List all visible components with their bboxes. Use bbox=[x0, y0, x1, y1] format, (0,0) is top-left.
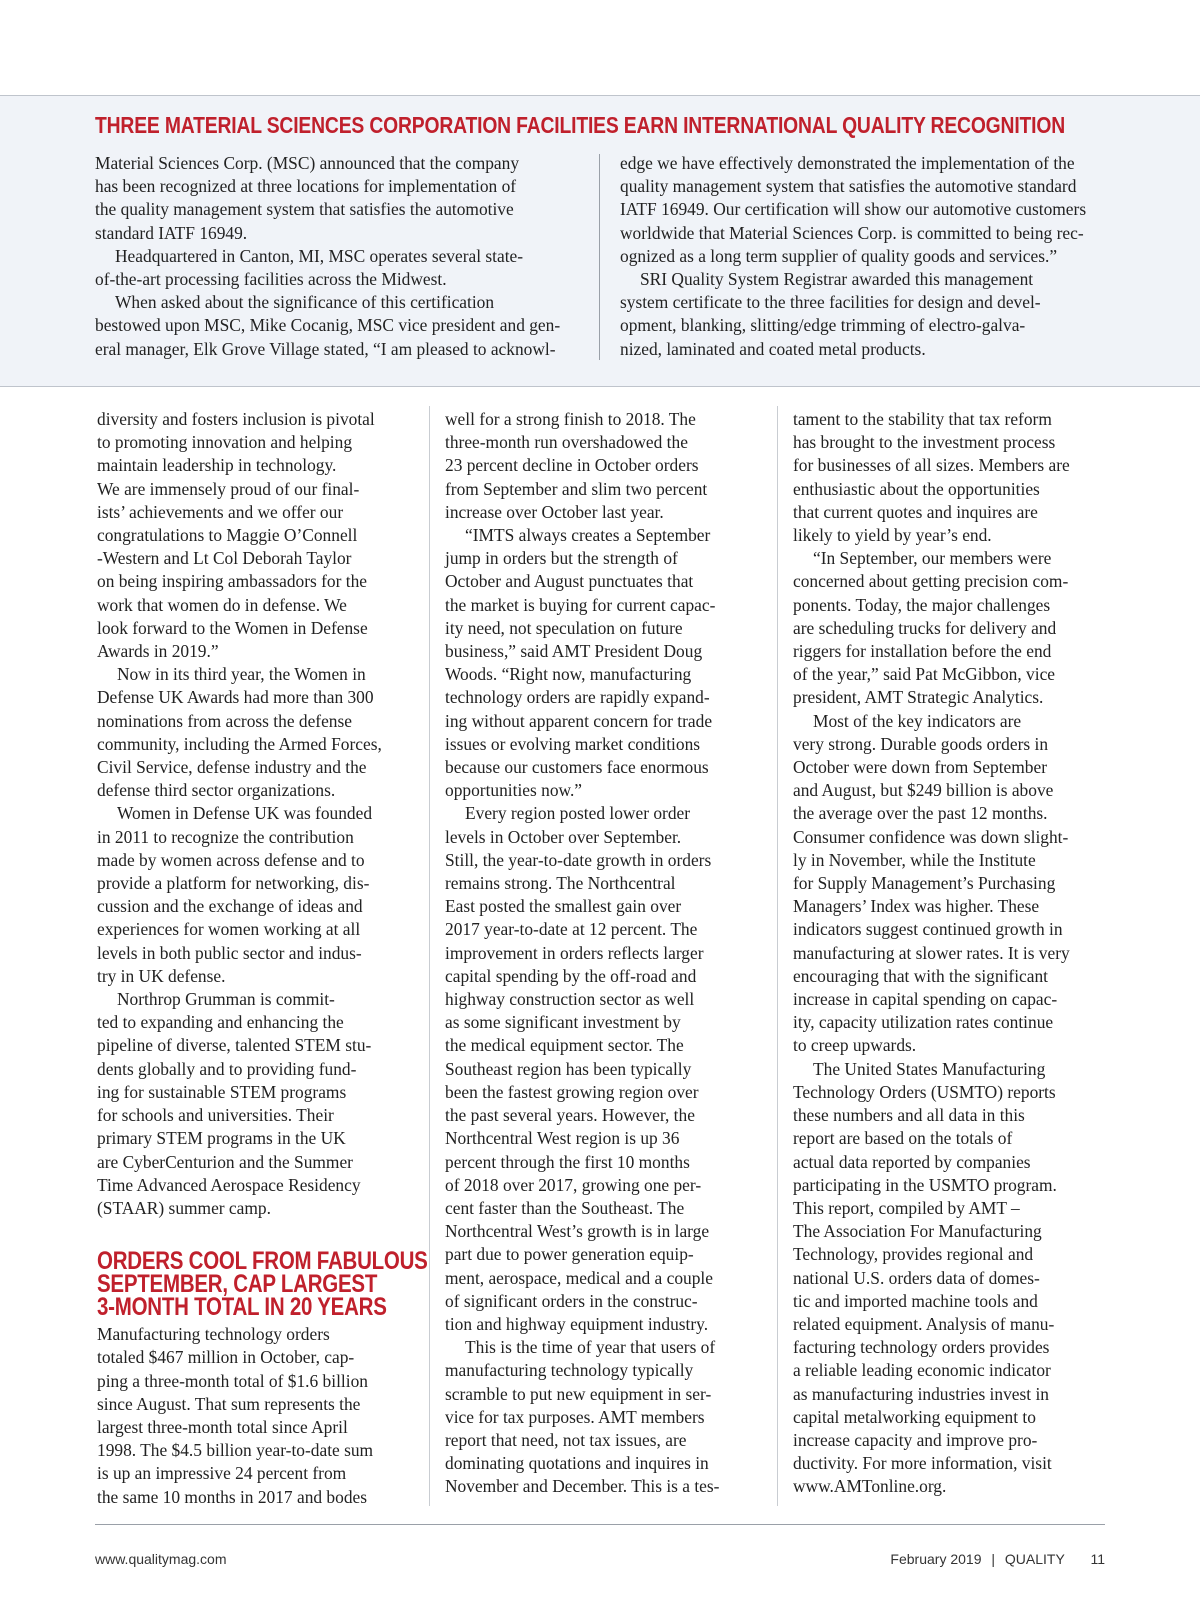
text-line: levels in both public sector and indus- bbox=[97, 942, 362, 963]
text-line: vice for tax purposes. AMT members bbox=[445, 1406, 705, 1427]
text-line: (STAAR) summer camp. bbox=[97, 1197, 271, 1218]
text-line: enthusiastic about the opportunities bbox=[793, 478, 1040, 499]
text-line: When asked about the significance of this certification bbox=[115, 292, 495, 313]
text-line: Manufacturing technology orders bbox=[97, 1324, 330, 1345]
text-line: bestowed upon MSC, Mike Cocanig, MSC vice president and gen- bbox=[95, 315, 561, 336]
text-line: Now in its third year, the Women in bbox=[117, 664, 366, 685]
text-line: quality management system that satisfies the automotive standard bbox=[620, 176, 1077, 197]
text-line: opportunities now.” bbox=[445, 780, 583, 801]
text-line: scramble to put new equipment in ser- bbox=[445, 1383, 712, 1404]
sidebar-column-divider bbox=[599, 154, 600, 360]
text-line: Headquartered in Canton, MI, MSC operates several state- bbox=[115, 245, 524, 266]
text-line: capital metalworking equipment to bbox=[793, 1406, 1036, 1427]
text-line: Every region posted lower order bbox=[465, 803, 691, 824]
text-line: cent faster than the Southeast. The bbox=[445, 1197, 685, 1218]
text-line: the medical equipment sector. The bbox=[445, 1035, 684, 1056]
text-line: president, AMT Strategic Analytics. bbox=[793, 687, 1044, 708]
text-line: This report, compiled by AMT – bbox=[793, 1197, 1020, 1218]
headline-line: ORDERS COOL FROM FABULOUS bbox=[97, 1247, 428, 1276]
text-line: defense third sector organizations. bbox=[97, 780, 336, 801]
text-line: report that need, not tax issues, are bbox=[445, 1429, 687, 1450]
text-line: ity, capacity utilization rates continue bbox=[793, 1012, 1054, 1033]
text-line: been the fastest growing region over bbox=[445, 1081, 699, 1102]
text-line: The Association For Manufacturing bbox=[793, 1221, 1042, 1242]
text-line: ists’ achievements and we offer our bbox=[97, 501, 344, 522]
text-line: Managers’ Index was higher. These bbox=[793, 896, 1040, 917]
text-line: related equipment. Analysis of manu- bbox=[793, 1313, 1055, 1334]
text-line: the same 10 months in 2017 and bodes bbox=[97, 1486, 368, 1507]
text-line: dents globally and to providing fund- bbox=[97, 1058, 357, 1079]
column-2-body bbox=[445, 408, 763, 1499]
text-line: Technology, provides regional and bbox=[793, 1244, 1034, 1265]
text-line: riggers for installation before the end bbox=[793, 641, 1052, 662]
text-line: Northcentral West’s growth is in large bbox=[445, 1221, 710, 1242]
column-1-article-body bbox=[97, 1323, 415, 1509]
text-line: nized, laminated and coated metal products. bbox=[620, 338, 926, 359]
text-line: improvement in orders reflects larger bbox=[445, 942, 704, 963]
text-line: ment, aerospace, medical and a couple bbox=[445, 1267, 713, 1288]
text-line: diversity and fosters inclusion is pivotal bbox=[97, 409, 375, 429]
text-line: pipeline of diverse, talented STEM stu- bbox=[97, 1035, 372, 1056]
text-line: increase capacity and improve pro- bbox=[793, 1429, 1038, 1450]
text-line: ted to expanding and enhancing the bbox=[97, 1012, 344, 1033]
text-line: tament to the stability that tax reform bbox=[793, 409, 1052, 429]
text-line: Defense UK Awards had more than 300 bbox=[97, 687, 374, 708]
text-line: ognized as a long term supplier of quality goods and services.” bbox=[620, 245, 1058, 266]
text-line: work that women do in defense. We bbox=[97, 594, 347, 615]
text-line: The United States Manufacturing bbox=[813, 1058, 1046, 1079]
text-line: nominations from across the defense bbox=[97, 710, 352, 731]
headline-line: SEPTEMBER, CAP LARGEST bbox=[97, 1270, 378, 1299]
text-line: for businesses of all sizes. Members are bbox=[793, 455, 1070, 476]
text-line: Civil Service, defense industry and the bbox=[97, 757, 367, 778]
text-line: Time Advanced Aerospace Residency bbox=[97, 1174, 361, 1195]
page-number: 11 bbox=[1090, 1551, 1105, 1567]
text-line: increase over October last year. bbox=[445, 501, 664, 522]
text-line: remains strong. The Northcentral bbox=[445, 873, 676, 894]
text-line: from September and slim two percent bbox=[445, 478, 708, 499]
text-line: Women in Defense UK was founded bbox=[117, 803, 373, 824]
text-line: of-the-art processing facilities across the Midwest. bbox=[95, 269, 447, 290]
text-line: provide a platform for networking, dis- bbox=[97, 873, 370, 894]
text-line: of 2018 over 2017, growing one per- bbox=[445, 1174, 702, 1195]
text-line: in 2011 to recognize the contribution bbox=[97, 826, 354, 847]
text-line: -Western and Lt Col Deborah Taylor bbox=[97, 548, 352, 569]
text-line: to promoting innovation and helping bbox=[97, 432, 353, 453]
text-line: facturing technology orders provides bbox=[793, 1337, 1050, 1358]
text-line: Awards in 2019.” bbox=[97, 641, 219, 662]
text-line: 1998. The $4.5 billion year-to-date sum bbox=[97, 1440, 374, 1461]
text-line: is up an impressive 24 percent from bbox=[97, 1463, 347, 1484]
text-line: largest three-month total since April bbox=[97, 1416, 348, 1437]
text-line: look forward to the Women in Defense bbox=[97, 617, 368, 638]
text-line: capital spending by the off-road and bbox=[445, 965, 697, 986]
article-column-1 bbox=[97, 408, 428, 1509]
text-line: increase in capital spending on capac- bbox=[793, 989, 1058, 1010]
text-line: highway construction sector as well bbox=[445, 989, 695, 1010]
text-line: and August, but $249 billion is above bbox=[793, 780, 1054, 801]
text-line: actual data reported by companies bbox=[793, 1151, 1031, 1172]
text-line: 23 percent decline in October orders bbox=[445, 455, 699, 476]
text-line: of the year,” said Pat McGibbon, vice bbox=[793, 664, 1056, 685]
article-column-3 bbox=[793, 408, 1111, 1499]
text-line: try in UK defense. bbox=[97, 965, 226, 986]
text-line: the quality management system that satisfies the automotive bbox=[95, 199, 514, 220]
text-line: of significant orders in the construc- bbox=[445, 1290, 698, 1311]
text-line: has been recognized at three locations for implementation of bbox=[95, 176, 517, 197]
text-line: business,” said AMT President Doug bbox=[445, 641, 703, 662]
text-line: Northcentral West region is up 36 bbox=[445, 1128, 680, 1149]
text-line: jump in orders but the strength of bbox=[445, 548, 678, 569]
text-line: since August. That sum represents the bbox=[97, 1393, 361, 1414]
text-line: congratulations to Maggie O’Connell bbox=[97, 525, 358, 546]
text-line: We are immensely proud of our final- bbox=[97, 478, 360, 499]
text-line: standard IATF 16949. bbox=[95, 222, 248, 243]
text-line: system certificate to the three facilities for design and devel- bbox=[620, 292, 1041, 313]
text-line: are scheduling trucks for delivery and bbox=[793, 617, 1057, 638]
article-headline bbox=[97, 1247, 428, 1322]
text-line: ing without apparent concern for trade bbox=[445, 710, 713, 731]
text-line: experiences for women working at all bbox=[97, 919, 361, 940]
text-line: manufacturing at slower rates. It is very bbox=[793, 942, 1070, 963]
text-line: October were down from September bbox=[793, 757, 1048, 778]
column-divider bbox=[429, 406, 430, 1506]
column-1-body bbox=[97, 408, 415, 1220]
text-line: worldwide that Material Sciences Corp. is committed to being rec- bbox=[620, 222, 1084, 243]
text-line: manufacturing technology typically bbox=[445, 1360, 694, 1381]
footer-website: www.qualitymag.com bbox=[95, 1551, 227, 1567]
text-line: community, including the Armed Forces, bbox=[97, 733, 382, 754]
sidebar-left-column bbox=[95, 152, 573, 361]
text-line: for Supply Management’s Purchasing bbox=[793, 873, 1056, 894]
text-line: issues or evolving market conditions bbox=[445, 733, 701, 754]
sidebar-right-column bbox=[620, 152, 1108, 361]
text-line: ponents. Today, the major challenges bbox=[793, 594, 1051, 615]
text-line: primary STEM programs in the UK bbox=[97, 1128, 346, 1149]
text-line: “In September, our members were bbox=[813, 548, 1052, 569]
text-line: maintain leadership in technology. bbox=[97, 455, 337, 476]
text-line: Southeast region has been typically bbox=[445, 1058, 692, 1079]
text-line: because our customers face enormous bbox=[445, 757, 709, 778]
text-line: percent through the first 10 months bbox=[445, 1151, 690, 1172]
text-line: Consumer confidence was down slight- bbox=[793, 826, 1069, 847]
text-line: report are based on the totals of bbox=[793, 1128, 1013, 1149]
text-line: IATF 16949. Our certification will show our automotive customers bbox=[620, 199, 1087, 220]
text-line: 2017 year-to-date at 12 percent. The bbox=[445, 919, 698, 940]
text-line: that current quotes and inquires are bbox=[793, 501, 1038, 522]
text-line: tion and highway equipment industry. bbox=[445, 1313, 709, 1334]
text-line: SRI Quality System Registrar awarded this management bbox=[640, 269, 1034, 290]
text-line: Material Sciences Corp. (MSC) announced that the company bbox=[95, 153, 520, 173]
text-line: ing for sustainable STEM programs bbox=[97, 1081, 347, 1102]
text-line: East posted the smallest gain over bbox=[445, 896, 682, 917]
text-line: participating in the USMTO program. bbox=[793, 1174, 1057, 1195]
text-line: concerned about getting precision com- bbox=[793, 571, 1069, 592]
text-line: the past several years. However, the bbox=[445, 1105, 695, 1126]
text-line: totaled $467 million in October, cap- bbox=[97, 1347, 355, 1368]
footer-issue-date: February 2019 bbox=[890, 1551, 982, 1567]
text-line: very strong. Durable goods orders in bbox=[793, 733, 1049, 754]
text-line: cussion and the exchange of ideas and bbox=[97, 896, 363, 917]
text-line: encouraging that with the significant bbox=[793, 965, 1048, 986]
text-line: as some significant investment by bbox=[445, 1012, 681, 1033]
text-line: This is the time of year that users of bbox=[465, 1337, 716, 1358]
footer-rule bbox=[95, 1524, 1105, 1525]
text-line: October and August punctuates that bbox=[445, 571, 694, 592]
footer-issue-info bbox=[884, 1551, 1105, 1567]
text-line: Still, the year-to-date growth in orders bbox=[445, 849, 712, 870]
sidebar-box bbox=[0, 95, 1200, 387]
text-line: to creep upwards. bbox=[793, 1035, 917, 1056]
footer-magazine-name: QUALITY bbox=[1004, 1551, 1065, 1567]
column-divider bbox=[777, 406, 778, 1506]
text-line: Technology Orders (USMTO) reports bbox=[793, 1081, 1056, 1102]
text-line: dominating quotations and inquires in bbox=[445, 1453, 709, 1474]
text-line: as manufacturing industries invest in bbox=[793, 1383, 1049, 1404]
text-line: “IMTS always creates a September bbox=[465, 525, 711, 546]
text-line: these numbers and all data in this bbox=[793, 1105, 1025, 1126]
text-line: the market is buying for current capac- bbox=[445, 594, 716, 615]
text-line: ductivity. For more information, visit bbox=[793, 1453, 1052, 1474]
text-line: www.AMTonline.org. bbox=[793, 1476, 947, 1497]
sidebar-title: THREE MATERIAL SCIENCES CORPORATION FACILITIES EARN INTERNATIONAL QUALITY RECOGNITION bbox=[95, 112, 1066, 138]
footer-separator: | bbox=[991, 1551, 996, 1567]
text-line: eral manager, Elk Grove Village stated, “I am pleased to acknowl- bbox=[95, 338, 556, 359]
article-column-2 bbox=[445, 408, 763, 1499]
text-line: for schools and universities. Their bbox=[97, 1105, 334, 1126]
text-line: indicators suggest continued growth in bbox=[793, 919, 1063, 940]
text-line: levels in October over September. bbox=[445, 826, 682, 847]
text-line: Woods. “Right now, manufacturing bbox=[445, 664, 692, 685]
text-line: ping a three-month total of $1.6 billion bbox=[97, 1370, 368, 1391]
text-line: the average over the past 12 months. bbox=[793, 803, 1048, 824]
text-line: technology orders are rapidly expand- bbox=[445, 687, 710, 708]
text-line: likely to yield by year’s end. bbox=[793, 525, 992, 546]
text-line: on being inspiring ambassadors for the bbox=[97, 571, 367, 592]
column-3-body bbox=[793, 408, 1111, 1499]
text-line: are CyberCenturion and the Summer bbox=[97, 1151, 353, 1172]
headline-line: 3-MONTH TOTAL IN 20 YEARS bbox=[97, 1293, 387, 1322]
text-line: November and December. This is a tes- bbox=[445, 1476, 720, 1497]
text-line: tic and imported machine tools and bbox=[793, 1290, 1038, 1311]
text-line: part due to power generation equip- bbox=[445, 1244, 694, 1265]
text-line: made by women across defense and to bbox=[97, 849, 365, 870]
text-line: well for a strong finish to 2018. The bbox=[445, 409, 696, 429]
text-line: ity need, not speculation on future bbox=[445, 617, 683, 638]
text-line: Northrop Grumman is commit- bbox=[117, 989, 335, 1010]
text-line: a reliable leading economic indicator bbox=[793, 1360, 1051, 1381]
text-line: national U.S. orders data of domes- bbox=[793, 1267, 1040, 1288]
text-line: three-month run overshadowed the bbox=[445, 432, 688, 453]
text-line: opment, blanking, slitting/edge trimming of electro-galva- bbox=[620, 315, 1026, 336]
text-line: ly in November, while the Institute bbox=[793, 849, 1036, 870]
text-line: Most of the key indicators are bbox=[813, 710, 1022, 731]
text-line: has brought to the investment process bbox=[793, 432, 1056, 453]
text-line: edge we have effectively demonstrated the implementation of the bbox=[620, 153, 1075, 173]
